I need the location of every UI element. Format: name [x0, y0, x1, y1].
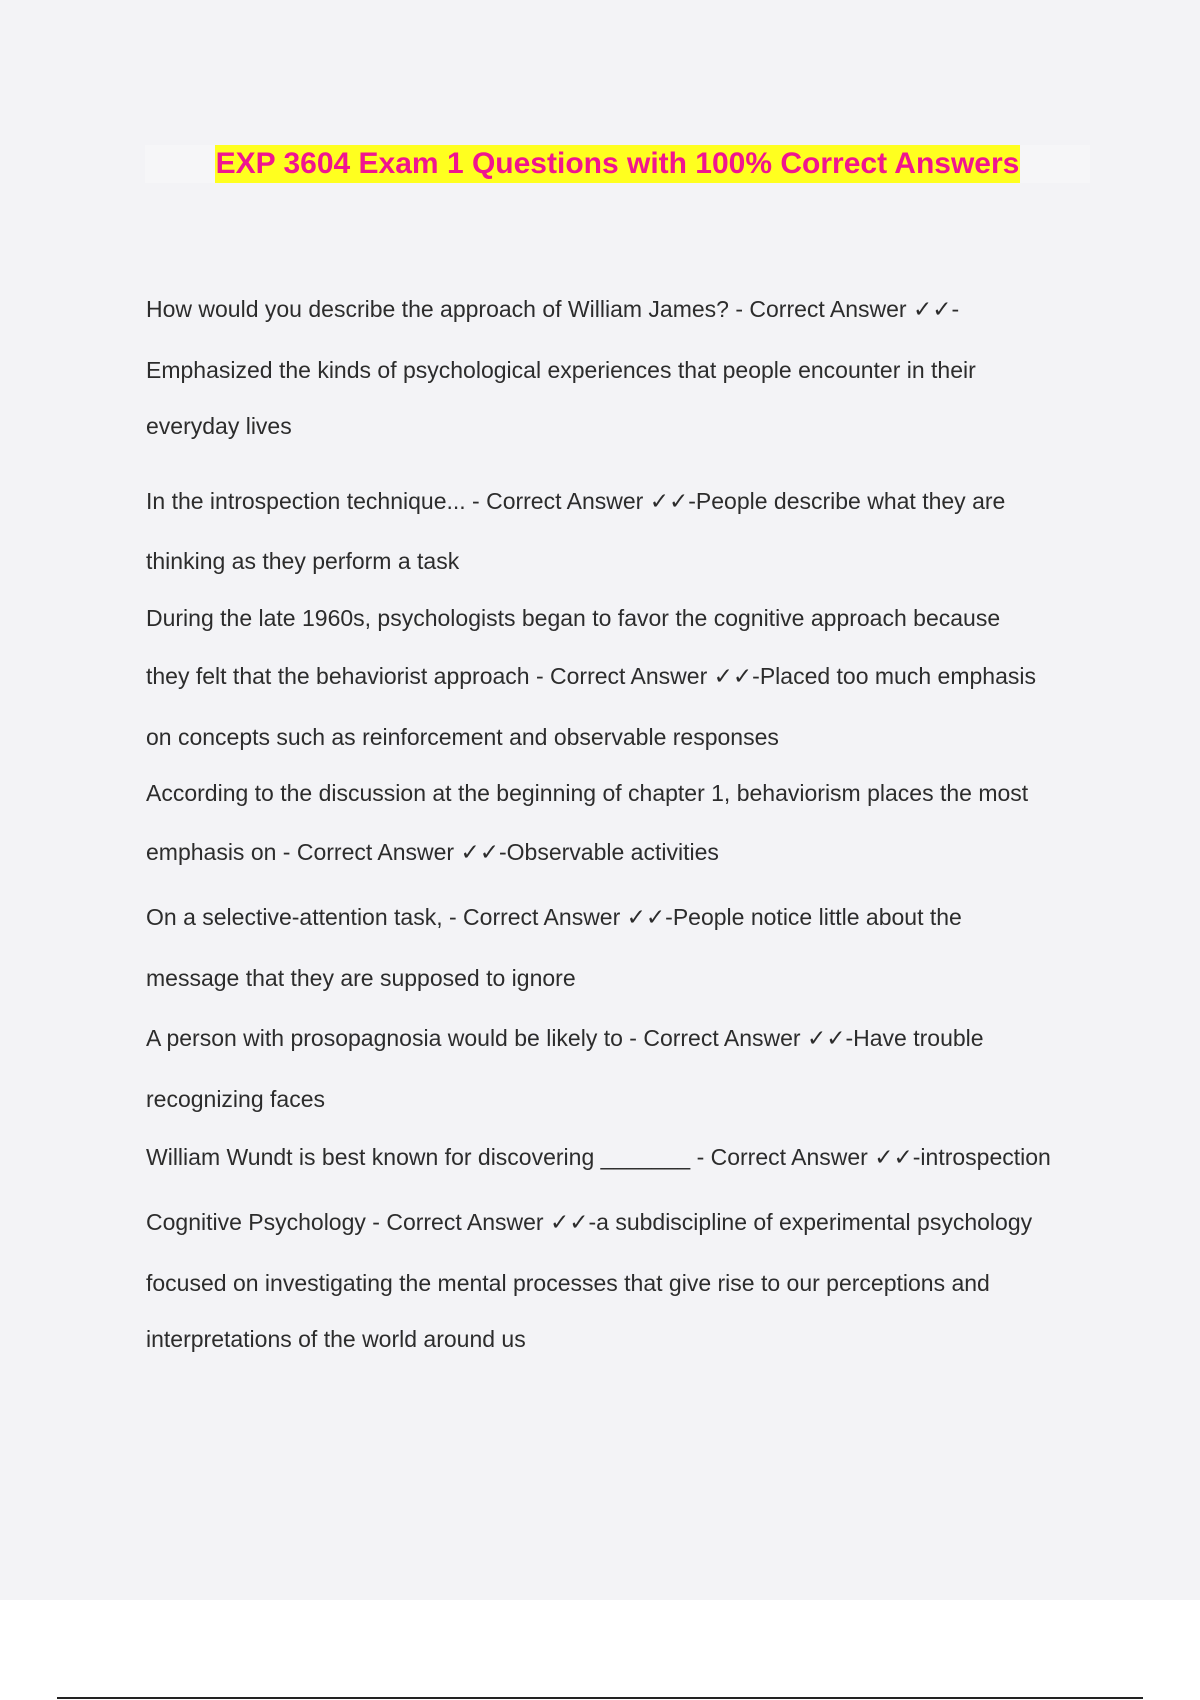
- qa-line: Cognitive Psychology - Correct Answer ✓✓-a subdiscipline of experimental psychology: [146, 1209, 1033, 1235]
- qa-line: recognizing faces: [146, 1086, 325, 1112]
- qa-line: message that they are supposed to ignore: [146, 965, 576, 991]
- qa-line: William Wundt is best known for discovering _______ - Correct Answer ✓✓-introspection: [146, 1144, 1051, 1170]
- qa-line: In the introspection technique... - Correct Answer ✓✓-People describe what they are: [146, 488, 1006, 514]
- qa-line: interpretations of the world around us: [146, 1326, 526, 1352]
- qa-line: focused on investigating the mental processes that give rise to our perceptions and: [146, 1270, 990, 1296]
- qa-line: According to the discussion at the beginning of chapter 1, behaviorism places the most: [146, 780, 1029, 806]
- qa-line: A person with prosopagnosia would be likely to - Correct Answer ✓✓-Have trouble: [146, 1025, 984, 1051]
- qa-line: On a selective-attention task, - Correct Answer ✓✓-People notice little about the: [146, 904, 962, 930]
- qa-line: they felt that the behaviorist approach - Correct Answer ✓✓-Placed too much emphasis: [146, 663, 1036, 689]
- qa-line: During the late 1960s, psychologists began to favor the cognitive approach because: [146, 605, 1001, 631]
- qa-line: everyday lives: [146, 413, 292, 439]
- qa-line: thinking as they perform a task: [146, 548, 460, 574]
- qa-line: Emphasized the kinds of psychological experiences that people encounter in their: [146, 357, 976, 383]
- document-title: EXP 3604 Exam 1 Questions with 100% Correct Answers: [215, 145, 1021, 183]
- title-block: [145, 145, 1090, 183]
- qa-line: on concepts such as reinforcement and observable responses: [146, 724, 779, 750]
- footer-rule: [57, 1697, 1143, 1699]
- qa-line: emphasis on - Correct Answer ✓✓-Observable activities: [146, 839, 719, 865]
- qa-line: How would you describe the approach of William James? - Correct Answer ✓✓-: [146, 296, 960, 322]
